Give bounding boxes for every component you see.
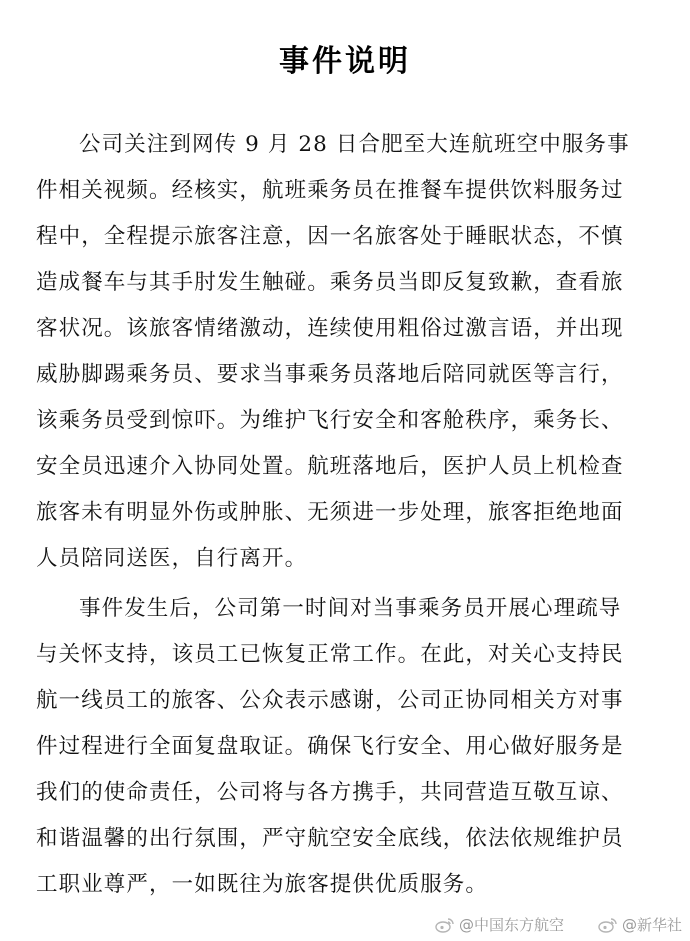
paragraph-line: 和谐温馨的出行氛围，严守航空安全底线，依法依规维护员	[36, 826, 624, 851]
paragraph-line: 该乘务员受到惊吓。为维护飞行安全和客舱秩序，乘务长、	[36, 408, 624, 433]
paragraph-line: 公司关注到网传 9 月 28 日合肥至大连航班空中服务事	[79, 132, 630, 157]
paragraph-line: 件相关视频。经核实，航班乘务员在推餐车提供饮料服务过	[36, 178, 624, 203]
watermark-eastern-airlines	[435, 914, 564, 935]
paragraph-line: 客状况。该旅客情绪激动，连续使用粗俗过激言语，并出现	[36, 316, 624, 341]
paragraph-line: 工职业尊严，一如既往为旅客提供优质服务。	[36, 872, 489, 897]
document-title: 事件说明	[279, 44, 411, 79]
paragraph-line: 威胁脚踢乘务员、要求当事乘务员落地后陪同就医等言行，	[36, 362, 624, 387]
watermark-bar	[435, 914, 682, 935]
paragraph-line: 我们的使命责任，公司将与各方携手，共同营造互敬互谅、	[36, 780, 624, 805]
weibo-icon	[435, 917, 455, 933]
watermark-text: @中国东方航空	[458, 916, 564, 934]
document-body	[36, 122, 658, 908]
paragraph-1	[36, 122, 658, 582]
paragraph-line: 件过程进行全面复盘取证。确保飞行安全、用心做好服务是	[36, 734, 624, 759]
paragraph-line: 事件发生后，公司第一时间对当事乘务员开展心理疏导	[79, 596, 622, 621]
paragraph-line: 安全员迅速介入协同处置。航班落地后，医护人员上机检查	[36, 454, 624, 479]
paragraph-2	[36, 586, 658, 908]
paragraph-line: 人员陪同送医，自行离开。	[36, 546, 308, 571]
paragraph-line: 旅客未有明显外伤或肿胀、无须进一步处理，旅客拒绝地面	[36, 500, 624, 525]
paragraph-line: 造成餐车与其手肘发生触碰。乘务员当即反复致歉，查看旅	[36, 270, 624, 295]
paragraph-line: 与关怀支持，该员工已恢复正常工作。在此，对关心支持民	[36, 642, 624, 667]
paragraph-line: 程中，全程提示旅客注意，因一名旅客处于睡眠状态，不慎	[36, 224, 624, 249]
watermark-text: @新华社	[621, 916, 682, 934]
weibo-icon	[598, 917, 618, 933]
paragraph-line: 航一线员工的旅客、公众表示感谢，公司正协同相关方对事	[36, 688, 624, 713]
watermark-xinhua	[598, 914, 682, 935]
